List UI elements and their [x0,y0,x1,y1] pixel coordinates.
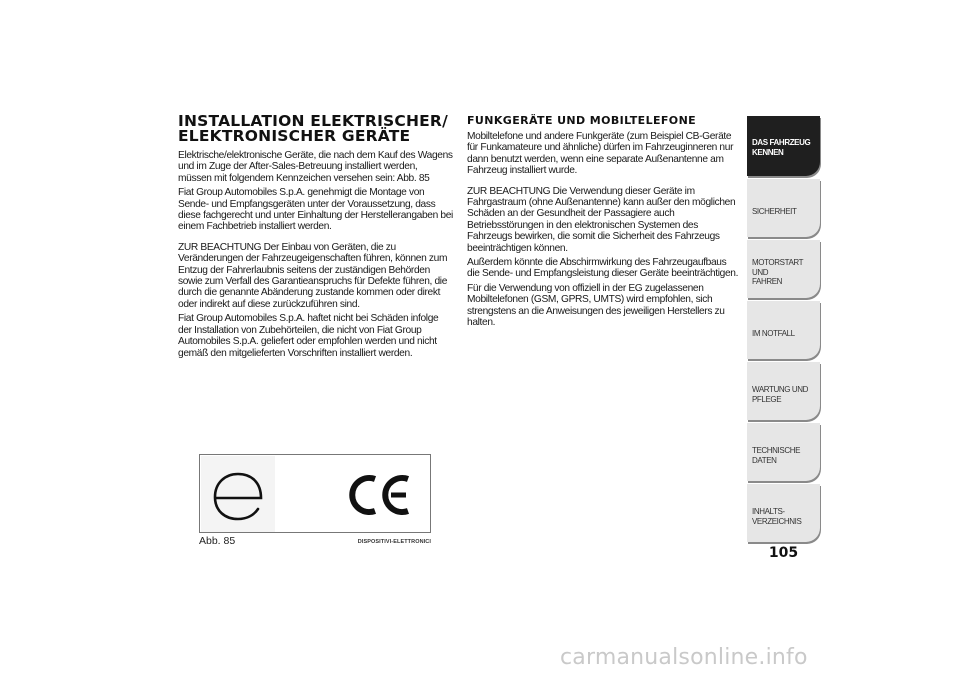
tab-label: VERZEICHNIS [752,516,802,526]
tab-wartung-und-pflege[interactable] [747,362,820,420]
installation-heading [178,114,453,144]
tab-label: MOTORSTART UND [752,258,803,277]
page-number: 105 [768,545,799,561]
tab-label: INHALTS- [752,507,785,516]
radio-phones-heading: FUNKGERÄTE UND MOBILTELEFONE [467,114,697,127]
figure-code: DISPOSITIVI-ELETTRONICI [357,539,431,545]
tab-label: KENNEN [752,147,784,157]
tab-technische-daten[interactable] [747,423,820,481]
paragraph: Mobiltelefone und andere Funkgeräte (zum Beispiel CB-Geräte für Funkamateure und ähnliche) dürfen im Fahrzeuginneren nur dann benutzt werden, wenn eine separate Außenantenne am Fahrzeug installiert wurde. [467,131,734,177]
warning-paragraph: ZUR BEACHTUNG Der Einbau von Geräten, die zu Veränderungen der Fahrzeugeigenschaften führen, können zum Entzug der Fahrerlaubnis seitens der zuständigen Behörden sowie zum Verfall des Garantieanspruchs für Defekte führen, die durch die genannte Abänderung zustande kommen oder direkt oder indirekt auf diese zurückzuführen sind. [178,241,448,310]
paragraph: Fiat Group Automobiles S.p.A. genehmigt die Montage von Sende- und Empfangsgeräten unter der Voraussetzung, dass diese fachgerecht und unter Einhaltung der Herstellerangaben bei einem Fachbetrieb installiert werden. [178,187,453,233]
tab-label: IM NOTFALL [752,328,795,338]
figure-85 [199,454,431,533]
ce-mark-symbol [346,473,416,517]
tab-sicherheit[interactable] [747,179,820,237]
paragraph: Fiat Group Automobiles S.p.A. haftet nicht bei Schäden infolge der Installation von Zubehörteilen, die nicht von Fiat Group Automobiles S.p.A. geliefert oder empfohlen werden und nicht gemäß den mitgelieferten Vorschriften installiert werden. [178,313,439,359]
tab-inhaltsverzeichnis[interactable] [747,484,820,542]
paragraph: Elektrische/elektronische Geräte, die nach dem Kauf des Wagens und im Zuge der After-Sales-Betreuung installiert werden, müssen mit folgendem Kennzeichen versehen sein: Abb. 85 [178,150,453,184]
tab-label: DAS FAHRZEUG [752,138,811,147]
heading-line-1: INSTALLATION ELEKTRISCHER/ [178,112,448,130]
radio-phones-section [467,114,739,332]
tab-im-notfall[interactable] [747,301,820,359]
e-mark-symbol [201,456,275,532]
tab-das-fahrzeug-kennen[interactable] [747,116,820,176]
watermark: carmanualsonline.info [560,645,808,670]
warning-paragraph: ZUR BEACHTUNG Die Verwendung dieser Geräte im Fahrgastraum (ohne Außenantenne) kann außer den möglichen Schäden an der Gesundheit der Passagiere auch Betriebsstörungen in den elektronischen Systemen des Fahrzeugs bewirken, die somit die Sicherheit des Fahrzeugs beeinträchtigen können. [467,185,736,254]
paragraph: Außerdem könnte die Abschirmwirkung des Fahrzeugaufbaus die Sende- und Empfangsleistung dieser Geräte beeinträchtigen. [467,257,739,280]
chapter-tabs [747,116,820,545]
tab-label: FAHREN [752,277,783,287]
figure-caption: Abb. 85 [199,535,236,547]
heading-line-2: ELEKTRONISCHER GERÄTE [178,127,411,145]
tab-label: WARTUNG UND [752,385,809,394]
tab-motorstart-und-fahren[interactable] [747,240,820,298]
tab-label: SICHERHEIT [752,206,797,216]
installation-section [178,114,453,362]
paragraph: Für die Verwendung von offiziell in der EG zugelassenen Mobiltelefonen (GSM, GPRS, UMTS) wird empfohlen, sich strengstens an die Anweisungen des jeweiligen Herstellers zu halten. [467,282,725,329]
tab-label: PFLEGE [752,394,782,404]
tab-label: TECHNISCHE DATEN [752,446,801,465]
